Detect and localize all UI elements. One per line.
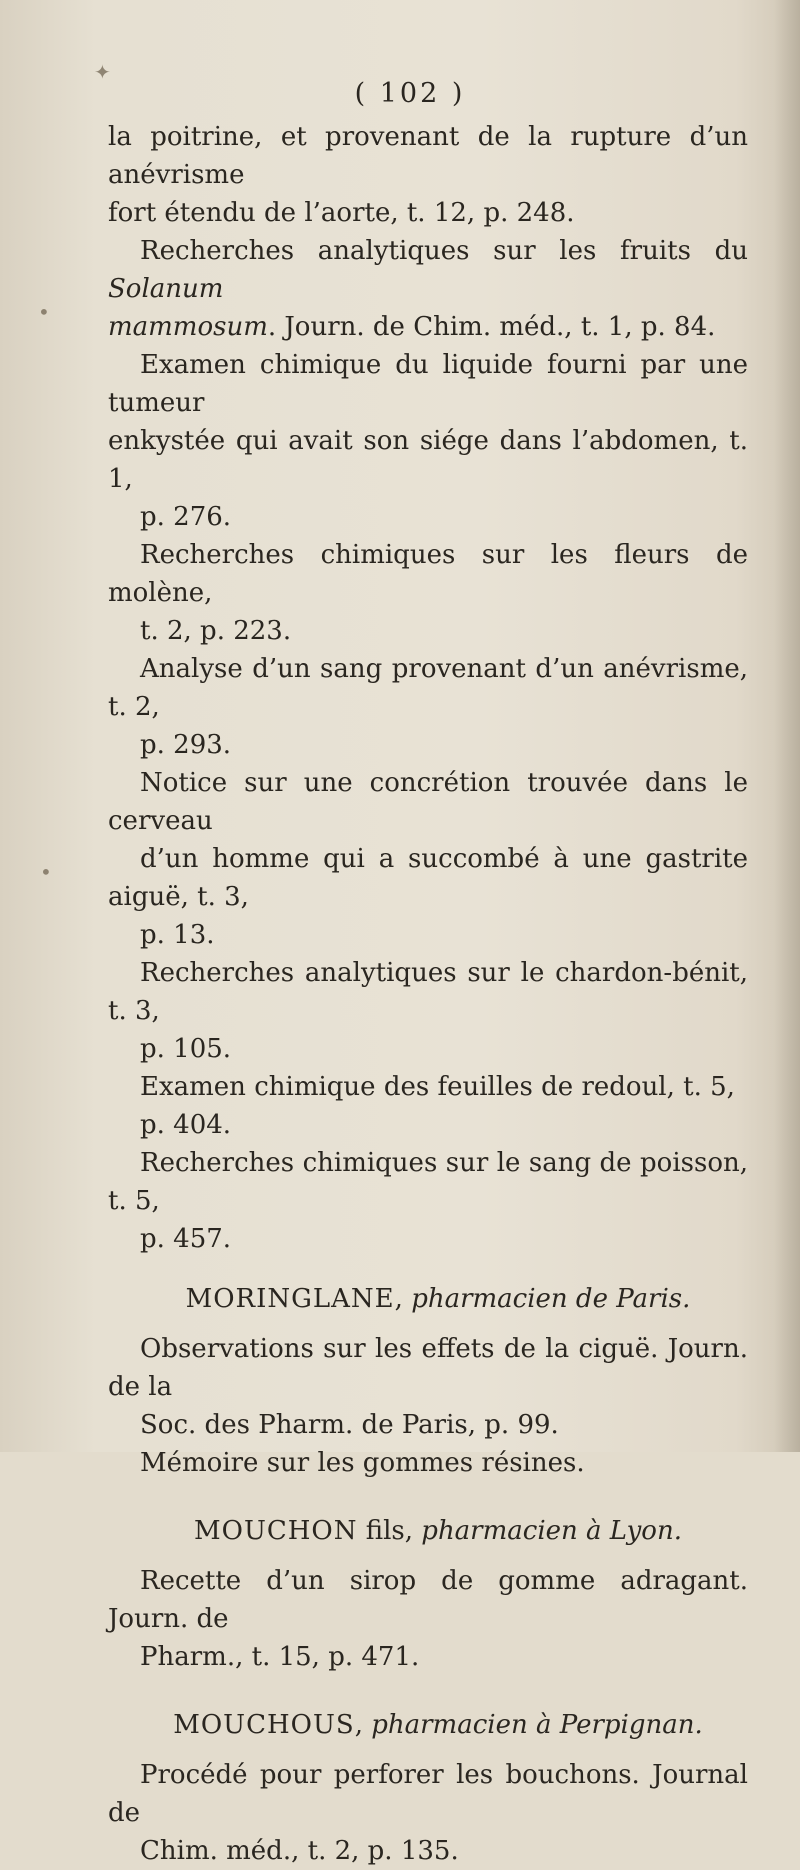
entry-poisson: [108, 1144, 748, 1258]
entry-tumeur: [108, 346, 748, 536]
author-heading-moringlane: MORINGLANE, pharmacien de Paris.: [185, 1284, 691, 1314]
entry-line: fort étendu de l’aorte, t. 12, p. 248.: [108, 198, 575, 228]
author-role: pharmacien de Paris.: [411, 1284, 691, 1314]
author-name-suffix: fils,: [365, 1516, 414, 1546]
entry-line: p. 276.: [140, 502, 232, 532]
entry-line: p. 404.: [140, 1110, 232, 1140]
author-name: MOUCHON: [194, 1516, 358, 1546]
entry-molene: [108, 536, 748, 650]
entry-line: Chim. méd., t. 2, p. 135.: [140, 1836, 459, 1866]
document-body: [108, 118, 748, 1870]
entry-line: Recette d’un sirop de gomme adragant. Journ. de: [108, 1566, 748, 1634]
entry-line: Procédé pour perforer les bouchons. Journal de: [108, 1760, 748, 1828]
entry-line: enkystée qui avait son siége dans l’abdomen, t. 1,: [108, 426, 748, 494]
entry-concretion: [108, 764, 748, 954]
entry-gommes: [108, 1444, 748, 1482]
entry-line: Soc. des Pharm. de Paris, p. 99.: [140, 1410, 559, 1440]
entry-continued: [108, 118, 748, 232]
entry-line: Mémoire sur les gommes résines.: [140, 1448, 585, 1478]
ink-spot-mark: ✦: [94, 60, 111, 84]
entry-line: Notice sur une concrétion trouvée dans le cerveau: [108, 768, 748, 836]
entry-bouchons: [108, 1756, 748, 1870]
entry-solanum: [108, 232, 748, 346]
entry-line: Examen chimique des feuilles de redoul, t. 5,: [140, 1072, 735, 1102]
author-heading-mouchon: [108, 1512, 748, 1550]
author-role: pharmacien à Perpignan.: [371, 1710, 703, 1740]
entry-sirop: [108, 1562, 748, 1676]
author-name: MORINGLANE: [185, 1284, 395, 1314]
page-edge-shadow: [774, 0, 800, 1452]
author-name: MOUCHOUS: [173, 1710, 355, 1740]
entry-line: t. 2, p. 223.: [140, 616, 292, 646]
entry-line: Analyse d’un sang provenant d’un anévrisme, t. 2,: [108, 654, 748, 722]
entry-line: p. 457.: [140, 1224, 232, 1254]
entry-line: p. 13.: [140, 920, 215, 950]
author-heading-mouchous: MOUCHOUS, pharmacien à Perpignan.: [173, 1710, 703, 1740]
entry-anevrisme: [108, 650, 748, 764]
entry-text: Recherches analytiques sur les fruits du: [140, 236, 748, 266]
ink-spot-mark: •: [40, 860, 52, 884]
entry-chardon: [108, 954, 748, 1068]
entry-line: Observations sur les effets de la ciguë. Journ. de la: [108, 1334, 748, 1402]
entry-line: Recherches chimiques sur le sang de poisson, t. 5,: [108, 1148, 748, 1216]
entry-line: p. 293.: [140, 730, 232, 760]
entry-line: Examen chimique du liquide fourni par une tumeur: [108, 350, 748, 418]
page-number: ( 102 ): [354, 78, 466, 109]
entry-line: Recherches analytiques sur le chardon-bénit, t. 3,: [108, 958, 748, 1026]
entry-line: p. 105.: [140, 1034, 232, 1064]
entry-italic: mammosum: [108, 312, 268, 342]
entry-text: . Journ. de Chim. méd., t. 1, p. 84.: [267, 312, 716, 342]
entry-italic: Solanum: [108, 274, 224, 304]
entry-line: d’un homme qui a succombé à une gastrite aiguë, t. 3,: [108, 844, 748, 912]
entry-line: la poitrine, et provenant de la rupture d’un anévrisme: [108, 122, 748, 190]
ink-spot-mark: •: [38, 300, 50, 324]
author-role: pharmacien à Lyon.: [421, 1516, 682, 1546]
entry-redoul: [108, 1068, 748, 1144]
entry-line: Pharm., t. 15, p. 471.: [140, 1642, 420, 1672]
entry-line: Recherches chimiques sur les fleurs de molène,: [108, 540, 748, 608]
entry-cigue: [108, 1330, 748, 1444]
